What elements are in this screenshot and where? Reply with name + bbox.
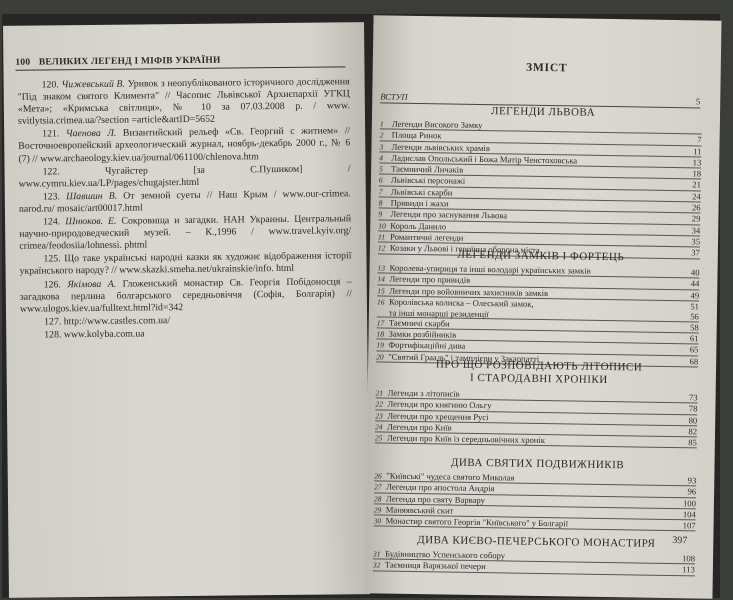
section-title: ДИВА СВЯТИХ ПОДВИЖНИКІВ <box>450 456 625 472</box>
toc-entry: 8 Привиди і жахи 26 <box>378 197 701 213</box>
section-entries <box>376 262 700 367</box>
toc-entry: 13 Королева-упириця та інші володарі українських замків 40 <box>377 262 700 278</box>
toc-entry: 27 Легенди про апостола Андрія 96 <box>374 481 697 497</box>
section-title: ЛЕГЕНДИ ЛЬВОВА <box>490 105 596 119</box>
reference-item: 126. Якімова А. Гложенський монастир Св. Георгія Побідоносця – загадкова перлина болгарського середньовіччя (Софія, Болгарія) // www.ulogos.kiev.ua/fulltext.html?id=342 <box>19 275 352 315</box>
running-head-page: 100 <box>15 57 31 68</box>
reference-item: 125. Що таке українські народні казки як художнє відображення історії українського народу? // www.skazki.smeha.net/ukrainskie/info. html <box>19 250 352 278</box>
toc-entry: 22 Легенди про княгиню Ольгу 78 <box>375 398 698 414</box>
toc-entry: 17 Таємничі скарби 58 <box>376 317 699 333</box>
toc-entry: 23 Легенди про хрещення Русі 80 <box>375 410 698 426</box>
right-page <box>364 15 721 598</box>
toc-entry: 21 Легенди з літописів 73 <box>375 387 698 403</box>
toc-entry: 19 Фортифікаційні дива 65 <box>376 340 699 355</box>
toc-entry: 14 Легенди про привидів 44 <box>377 273 700 289</box>
toc-entry: 16 Королівська колиска – Олеський замок, та інші монарші резиденції 51 56 <box>376 296 700 322</box>
toc-entry: 12 Козаки у Львові і героїчна оборона міста 37 <box>377 242 700 258</box>
toc-entry: 1 Легенди Високого Замку <box>380 118 702 134</box>
reference-item: 120. Чижевський В. Уривок з неопублікованого історичного дослідження "Під знаком святого Климента" // Часопис Львівської Архиєпархії УГКЦ «Мета»; «Кримська світлиця», № 10 за 07.03.2008 р. / www. svitlytsia.crimea.ua/?section =article&artID=5652 <box>17 76 350 128</box>
left-page <box>3 22 370 598</box>
toc-entry: 26 "Київські" чудеса святого Миколая 93 <box>374 470 697 486</box>
toc-entry: 29 Маняявський скит 104 <box>373 504 696 520</box>
section-entries <box>374 470 697 532</box>
intro-label: ВСТУП <box>380 91 408 102</box>
section-title-line2: І СТАРОДАВНІ ХРОНІКИ <box>469 371 608 387</box>
toc-title: ЗМІСТ <box>525 61 568 75</box>
toc-entry: 28 Легенда про святу Варвару 100 <box>373 493 697 509</box>
toc-entry: 30 Монастир святого Георгія "Київського" у Болгарії 107 <box>373 515 696 531</box>
page-number: 397 <box>672 535 688 547</box>
toc-entry: 20 "Святий Грааль" і тамплієри у Закарпатті 68 <box>376 351 699 367</box>
toc-entry: 18 Замки розбійників 61 <box>376 328 699 344</box>
intro-page: 5 <box>695 96 701 107</box>
toc-entry: 2 Площа Ринок 7 <box>379 129 702 145</box>
section-title: ДИВА КИЄВО-ПЕЧЕРСЬКОГО МОНАСТИРЯ <box>417 534 656 550</box>
running-head <box>15 54 345 70</box>
book-spread <box>2 14 720 598</box>
toc-entry: 15 Легенди про войовничих захисників замків 49 <box>377 285 700 301</box>
toc-entry: 32 Таємниця Варязької печери 113 <box>372 559 695 575</box>
toc-entry: 31 Будівництво Успенського собору 108 <box>373 548 696 564</box>
reference-list <box>18 76 353 342</box>
toc-entry: 9 Легенди про заснування Львова 29 <box>378 208 701 224</box>
toc-entry: 6 Львівські персонажі 21 <box>378 175 702 190</box>
reference-item: 123. Шавшин В. От земной суеты // Наш Крым / www.our-crimea. narod.ru/ mosaic/art00017.html <box>18 188 351 215</box>
toc-entry: 10 Король Данило 34 <box>378 220 701 236</box>
section-title: ПРО ЩО РОЗПОВІДАЮТЬ ЛІТОПИСИ <box>435 358 643 374</box>
toc-entry: 4 Ладислав Опольський і Божа Матір Ченстоховська 13 <box>379 152 702 168</box>
toc-entry: 11 Романтичні легенди 35 <box>378 231 701 247</box>
toc-entry: 3 Легенди львівських храмів 11 <box>379 141 702 157</box>
section-entries <box>375 387 698 449</box>
reference-item: 124. Шнюков. Е. Сокровища и загадки. НАН Украины. Центральный научно-природоведческий музей. – К.,1996 / www.travel.kyiv.org/ crimea/feodosiia/lohnessi. phtml <box>19 213 352 252</box>
toc-entry: 25 Легенди про Київ із середньовічних хронік 85 <box>374 432 697 448</box>
section-title: ЛЕГЕНДИ ЗАМКІВ І ФОРТЕЦЬ <box>457 248 625 264</box>
reference-item: 127. http://www.castles.com.ua/ <box>44 314 171 328</box>
reference-item: 122. Чугайстер [за С.Пушиком] / www.cymru.kiev.ua/LP/pages/chugajster.html <box>18 162 351 190</box>
reference-item: 121. Чаенова Л. Византийский рельеф «Св. Георгий с житием» // Восточноевропейский археологический журнал, ноябрь-декабрь 2000 г., № 6 (7) // www.archaeology.kiev.ua/journal/061100/chlenova.htm <box>18 125 351 165</box>
toc-entry: 24 Легенди про Київ 82 <box>375 421 698 437</box>
toc-entry: 7 Львівські скарби 24 <box>378 186 701 202</box>
section-entries <box>373 548 695 576</box>
section-entries <box>378 118 702 259</box>
running-head-title: ВЕЛИКИХ ЛЕГЕНД І МІФІВ УКРАЇНИ <box>38 55 221 68</box>
toc-entry: 5 Таємничий Личаків 18 <box>379 163 702 179</box>
reference-item: 128. www.kolyba.com.ua <box>44 328 145 341</box>
